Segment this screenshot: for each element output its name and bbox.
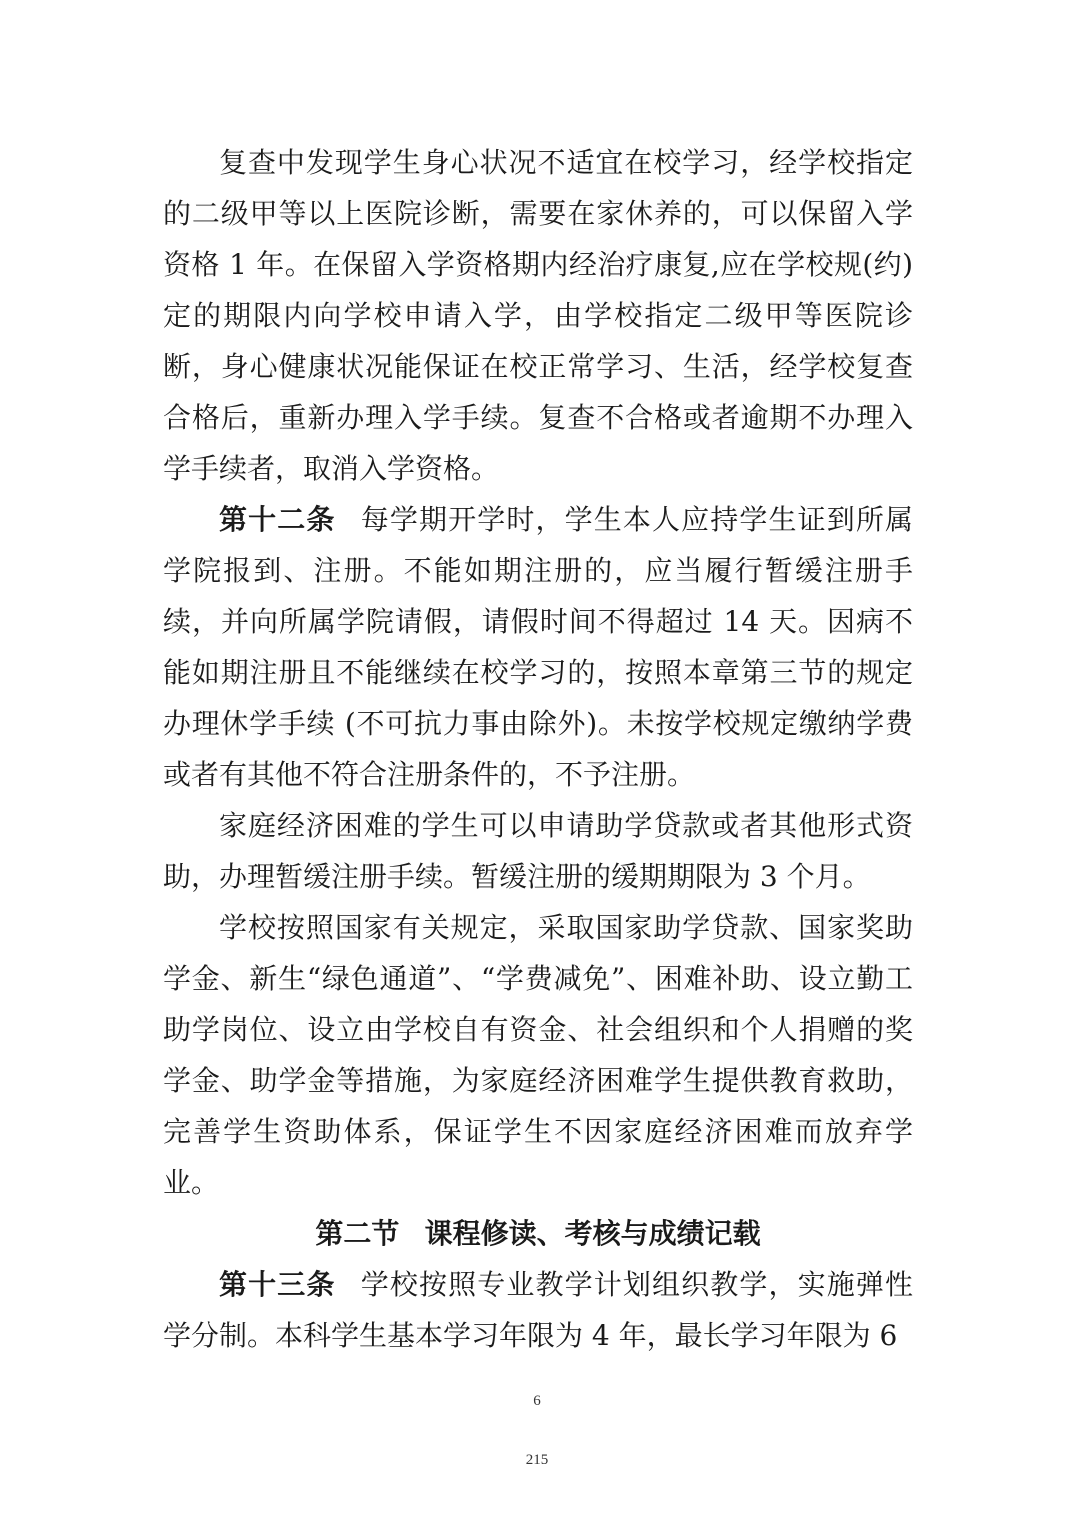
paragraph-financial-aid xyxy=(163,800,913,902)
paragraph-support-measures xyxy=(163,902,913,1208)
total-page-number: 215 xyxy=(525,1452,549,1468)
article-text: 每学期开学时，学生本人应持学生证到所属学院报到、注册。不能如期注册的，应当履行暂缓注册手续，并向所属学院请假，请假时间不得超过 14 天。因病不能如期注册且不能继续在校学习的，按照本章第三节的规定办理休学手续 (不可抗力事由除外)。未按学校规定缴纳学费或者有其他不符合注册条件的，不予注册。 xyxy=(163,503,913,791)
paragraph-text: 复查中发现学生身心状况不适宜在校学习，经学校指定的二级甲等以上医院诊断，需要在家休养的，可以保留入学资格 1 年。在保留入学资格期内经治疗康复,应在学校规(约)定的期限内向学校申请入学，由学校指定二级甲等医院诊断，身心健康状况能保证在校正常学习、生活，经学校复查合格后，重新办理入学手续。复查不合格或者逾期不办理入学手续者，取消入学资格。 xyxy=(163,146,913,485)
body-text xyxy=(163,137,913,1361)
section-title: 课程修读、考核与成绩记载 xyxy=(424,1217,761,1250)
section-number: 第二节 xyxy=(315,1217,400,1250)
article-12 xyxy=(163,494,913,800)
article-13 xyxy=(163,1259,913,1361)
section-heading xyxy=(163,1208,913,1259)
paragraph-text: 学校按照国家有关规定，采取国家助学贷款、国家奖助学金、新生“绿色通道”、“学费减免”、困难补助、设立勤工助学岗位、设立由学校自有资金、社会组织和个人捐赠的奖学金、助学金等措施，为家庭经济困难学生提供教育救助，完善学生资助体系，保证学生不因家庭经济困难而放弃学业。 xyxy=(163,911,913,1199)
page-number: 6 xyxy=(533,1393,541,1409)
article-number: 第十三条 xyxy=(219,1268,336,1301)
paragraph-text: 家庭经济困难的学生可以申请助学贷款或者其他形式资助，办理暂缓注册手续。暂缓注册的缓期期限为 3 个月。 xyxy=(163,809,913,893)
article-text: 学校按照专业教学计划组织教学，实施弹性学分制。本科学生基本学习年限为 4 年，最长学习年限为 6 xyxy=(163,1268,913,1352)
paragraph-reserve-admission xyxy=(163,137,913,494)
article-number: 第十二条 xyxy=(219,503,336,536)
